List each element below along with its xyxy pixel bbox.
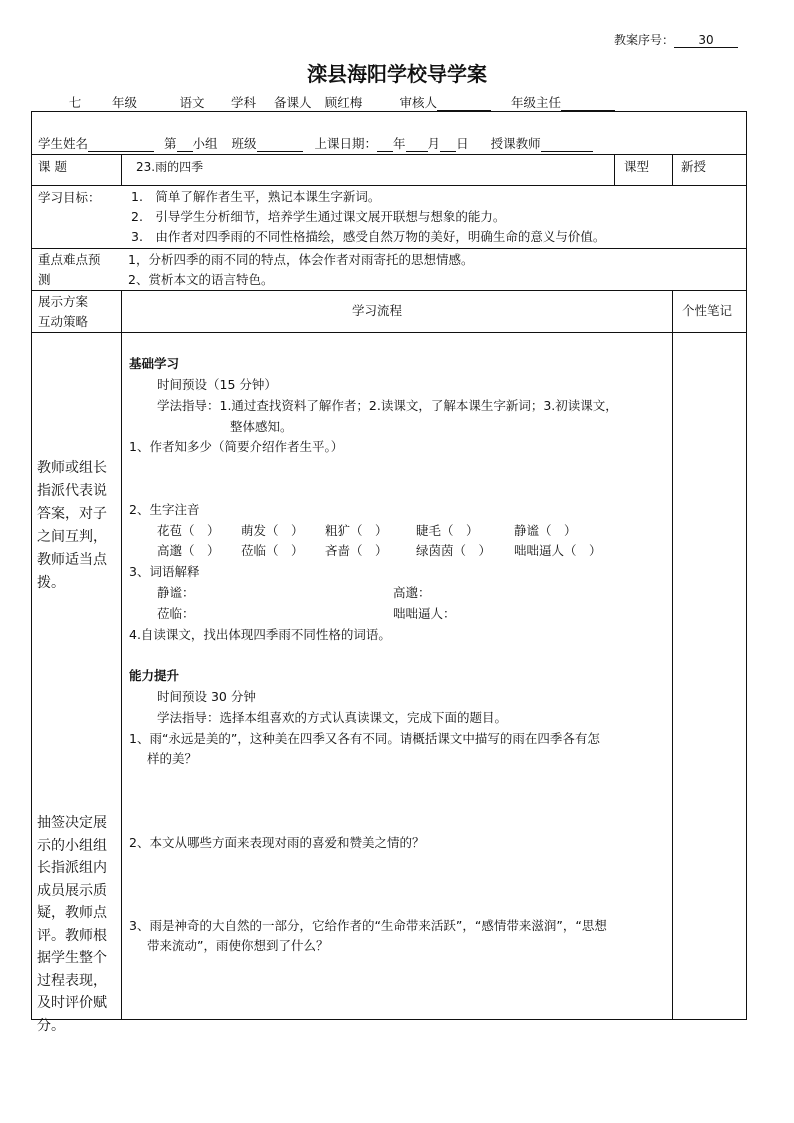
strategy-line: 指派代表说 (37, 483, 107, 499)
strategy-header-line: 展示方案 (38, 294, 89, 309)
subject-label: 学科 (231, 95, 257, 110)
subject-value: 语文 (153, 93, 231, 112)
strategy-line: 教师适当点 (37, 552, 107, 568)
pinyin-row (157, 521, 577, 541)
grade-label: 年级 (112, 95, 138, 110)
group-suffix: 小组 (192, 136, 218, 151)
strategy-line: 据学生整个 (37, 950, 107, 966)
document-title: 滦县海阳学校导学案 (307, 62, 487, 86)
class-field[interactable] (257, 137, 303, 152)
question-line: 带来流动”，雨使你想到了什么？ (147, 938, 329, 953)
reviewer-label: 审核人 (399, 95, 438, 110)
strategy-line: 评。教师根 (37, 927, 107, 944)
topic-value: 23.雨的四季 (136, 160, 204, 174)
question-associate (129, 916, 607, 956)
month-field[interactable] (406, 137, 428, 152)
pinyin-item: 绿茵茵（ ） (416, 543, 492, 558)
strategy-line: 教师或组长 (37, 460, 107, 476)
student-name-label: 学生姓名 (38, 136, 89, 151)
pinyin-item: 睫毛（ ） (416, 523, 479, 538)
preparer-label: 备课人 (274, 95, 312, 110)
explain-item: 静谧： (157, 585, 195, 600)
key-point-item: 2、赏析本文的语言特色。 (128, 272, 274, 287)
key-points-label (38, 250, 101, 290)
question-words: 4.自读课文，找出体现四季雨不同性格的词语。 (129, 627, 391, 642)
strategy-line: 示的小组组 (37, 837, 107, 854)
question-expression: 2、本文从哪些方面来表现对雨的喜爱和赞美之情的？ (129, 835, 425, 850)
director-value (561, 95, 615, 111)
strategy-header (38, 292, 88, 332)
strategy-text-1 (37, 457, 119, 595)
day-field[interactable] (440, 137, 456, 152)
basic-learning-heading: 基础学习 (129, 356, 180, 371)
advanced-time: 时间预设 30 分钟 (157, 689, 256, 704)
group-prefix: 第 (164, 136, 177, 151)
pinyin-item: 花苞（ ） (157, 523, 220, 538)
question-rain-beauty (129, 729, 600, 769)
pinyin-item: 高邈（ ） (157, 543, 220, 558)
reviewer-value (437, 95, 491, 111)
basic-method-cont: 整体感知。 (230, 419, 293, 434)
objective-item: 1. 简单了解作者生平，熟记本课生字新词。 (131, 189, 381, 204)
strategy-text-2 (37, 812, 119, 1037)
question-pinyin: 2、生字注音 (129, 502, 200, 517)
teacher-label: 授课教师 (490, 136, 541, 151)
strategy-line: 及时评价赋 (37, 995, 107, 1011)
date-label: 上课日期： (314, 136, 378, 151)
key-point-item: 1，分析四季的雨不同的特点，体会作者对雨寄托的思想情感。 (128, 252, 474, 267)
key-points-label-line: 重点难点预 (38, 252, 101, 267)
topic-label: 课 题 (38, 159, 67, 174)
strategy-line: 答案，对子 (37, 506, 107, 522)
strategy-line: 疑，教师点 (37, 905, 107, 921)
year-field[interactable] (377, 137, 393, 152)
question-line: 样的美？ (147, 751, 198, 766)
strategy-line: 拨。 (37, 575, 65, 591)
grade-value: 七 (38, 93, 112, 112)
pinyin-item: 莅临（ ） (241, 543, 304, 558)
student-name-field[interactable] (88, 137, 154, 152)
serial-label: 教案序号： (614, 33, 675, 47)
class-label: 班级 (231, 136, 257, 151)
lesson-type-label: 课型 (624, 159, 650, 174)
group-field[interactable] (177, 137, 193, 152)
notes-header: 个性笔记 (682, 303, 733, 318)
explain-item: 莅临： (157, 606, 195, 621)
year-label: 年 (393, 136, 406, 151)
objectives-label: 学习目标： (38, 190, 101, 205)
strategy-line: 成员展示质 (37, 882, 107, 899)
explain-item: 高邈： (393, 585, 431, 600)
advanced-method: 学法指导：选择本组喜欢的方式认真读课文，完成下面的题目。 (157, 710, 508, 725)
flow-header: 学习流程 (352, 303, 403, 318)
pinyin-item: 静谧（ ） (514, 523, 577, 538)
pinyin-item: 吝啬（ ） (325, 543, 388, 558)
pinyin-item: 萌发（ ） (241, 523, 304, 538)
pinyin-item: 咄咄逼人（ ） (514, 543, 602, 558)
student-info-row (38, 134, 593, 154)
objective-item: 3. 由作者对四季雨的不同性格描绘，感受自然万物的美好，明确生命的意义与价值。 (131, 229, 606, 244)
basic-method: 学法指导：1.通过查找资料了解作者；2.读课文，了解本课生字新词；3.初读课文， (157, 398, 618, 413)
basic-time: 时间预设（15 分钟） (157, 377, 277, 392)
serial-value: 30 (674, 33, 738, 48)
question-line: 3、雨是神奇的大自然的一部分，它给作者的“生命带来活跃”，“感情带来滋润”，“思想 (129, 918, 607, 933)
advanced-heading: 能力提升 (129, 668, 180, 683)
strategy-line: 抽签决定展 (37, 815, 107, 831)
lesson-serial (614, 31, 738, 48)
director-label: 年级主任 (511, 95, 562, 110)
strategy-line: 过程表现， (37, 972, 107, 989)
explain-item: 咄咄逼人： (393, 606, 456, 621)
question-line: 1、雨“永远是美的”，这种美在四季又各有不同。请概括课文中描写的雨在四季各有怎 (129, 731, 600, 746)
lesson-type-value: 新授 (681, 159, 707, 174)
strategy-line: 分。 (37, 1017, 65, 1034)
pinyin-item: 粗犷（ ） (325, 523, 388, 538)
day-label: 日 (456, 136, 469, 151)
preparer-value: 顾红梅 (312, 93, 376, 112)
teacher-field[interactable] (541, 137, 593, 152)
header-info-line (38, 93, 615, 112)
strategy-line: 之间互判， (37, 529, 107, 545)
key-points-label-line: 测 (38, 272, 51, 287)
objective-item: 2. 引导学生分析细节，培养学生通过课文展开联想与想象的能力。 (131, 209, 506, 224)
pinyin-row (157, 541, 602, 561)
strategy-header-line: 互动策略 (38, 314, 89, 329)
month-label: 月 (427, 136, 441, 151)
question-explain: 3、词语解释 (129, 564, 200, 579)
strategy-line: 长指派组内 (37, 860, 107, 876)
question-author: 1、作者知多少（简要介绍作者生平。） (129, 439, 344, 454)
